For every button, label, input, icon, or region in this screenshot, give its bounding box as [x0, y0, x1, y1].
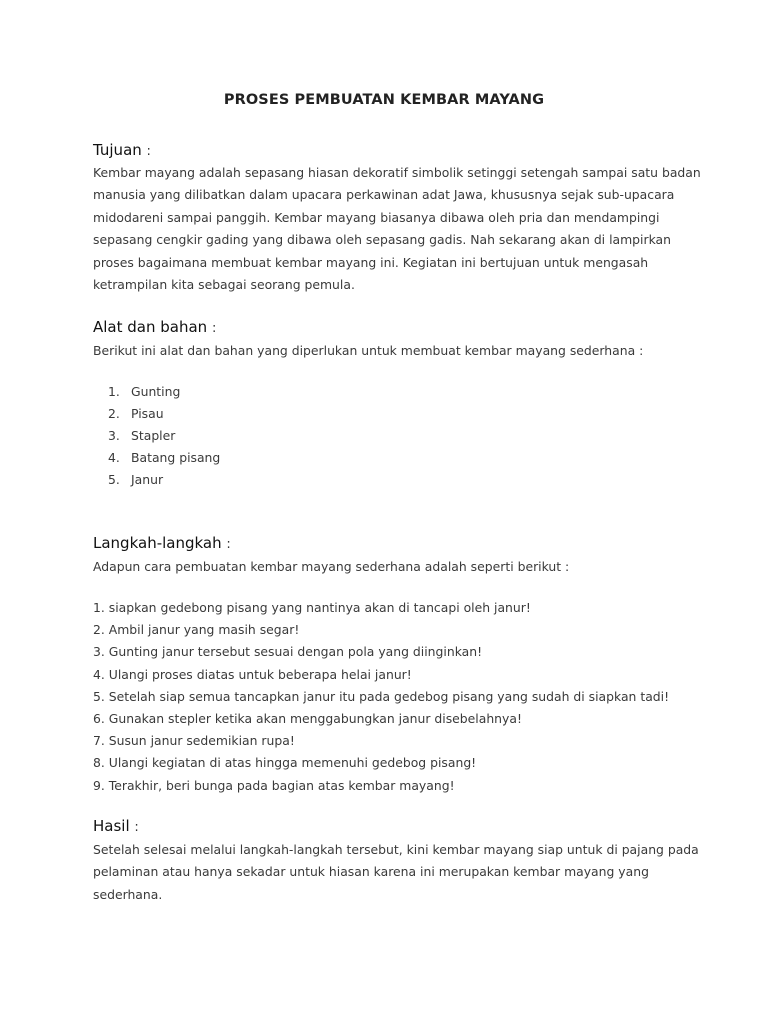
heading-tujuan [93, 141, 151, 159]
paragraph-line: Kembar mayang adalah sepasang hiasan dekoratif simbolik setinggi setengah sampai satu badan [93, 165, 701, 180]
step-item: 3. Gunting janur tersebut sesuai dengan pola yang diinginkan! [93, 644, 483, 660]
document-title: PROSES PEMBUATAN KEMBAR MAYANG [223, 92, 545, 108]
list-item-number: 4. [108, 450, 120, 465]
tools-list [93, 381, 220, 491]
heading-alat-dan-bahan [93, 318, 216, 336]
list-item-number: 5. [108, 472, 120, 487]
heading-langkah-colon: : [226, 537, 231, 552]
heading-langkah-text: Langkah-langkah [93, 534, 222, 552]
step-item: 4. Ulangi proses diatas untuk beberapa helai janur! [93, 666, 412, 682]
step-item: 5. Setelah siap semua tancapkan janur itu pada gedebog pisang yang sudah di siapkan tadi! [93, 688, 670, 704]
step-item: 1. siapkan gedebong pisang yang nantinya akan di tancapi oleh janur! [93, 600, 531, 615]
paragraph-line: sederhana. [93, 886, 163, 902]
paragraph-line: Adapun cara pembuatan kembar mayang sederhana adalah seperti berikut : [93, 559, 570, 574]
heading-tujuan-colon: : [146, 144, 151, 159]
paragraph-line: proses bagaimana membuat kembar mayang ini. Kegiatan ini bertujuan untuk mengasah [93, 254, 649, 270]
paragraph-line: manusia yang dilibatkan dalam upacara perkawinan adat Jawa, khususnya sejak sub-upacara [93, 187, 675, 203]
step-item: 8. Ulangi kegiatan di atas hingga memenuhi gedebog pisang! [93, 755, 477, 771]
list-item [93, 425, 220, 447]
paragraph-line: Setelah selesai melalui langkah-langkah tersebut, kini kembar mayang siap untuk di pajang pada [93, 842, 699, 857]
heading-alat-text: Alat dan bahan [93, 318, 208, 336]
paragraph-alat-intro [93, 340, 683, 362]
heading-hasil-colon: : [134, 820, 139, 835]
list-item-text: Janur [131, 472, 164, 487]
paragraph-line: midodareni sampai panggih. Kembar mayang biasanya dibawa oleh pria dan mendampingi [93, 209, 660, 225]
heading-hasil [93, 817, 139, 835]
step-item: 2. Ambil janur yang masih segar! [93, 622, 300, 638]
list-item-text: Gunting [131, 384, 181, 399]
paragraph-line: pelaminan atau hanya sekadar untuk hiasan karena ini merupakan kembar mayang yang [93, 864, 649, 880]
step-item: 9. Terakhir, beri bunga pada bagian atas kembar mayang! [93, 777, 455, 793]
step-item: 6. Gunakan stepler ketika akan menggabungkan janur disebelahnya! [93, 711, 522, 727]
paragraph-hasil [93, 839, 699, 906]
list-item [93, 403, 220, 425]
heading-langkah-langkah [93, 534, 231, 552]
heading-hasil-text: Hasil [93, 817, 130, 835]
list-item-number: 3. [108, 428, 120, 443]
paragraph-tujuan [93, 162, 701, 296]
heading-alat-colon: : [211, 321, 217, 336]
paragraph-line: sepasang cengkir gading yang dibawa oleh sepasang gadis. Nah sekarang akan di lampirkan [93, 232, 671, 248]
heading-tujuan-text: Tujuan [93, 141, 142, 159]
list-item [93, 381, 220, 403]
paragraph-line: ketrampilan kita sebagai seorang pemula. [93, 277, 355, 293]
step-item: 7. Susun janur sedemikian rupa! [93, 733, 295, 749]
list-item-text: Batang pisang [131, 450, 221, 465]
list-item-number: 1. [108, 384, 120, 399]
list-item [93, 447, 220, 469]
list-item-number: 2. [108, 406, 120, 421]
list-item-text: Stapler [131, 428, 176, 443]
list-item [93, 469, 220, 491]
list-item-text: Pisau [131, 406, 164, 421]
paragraph-langkah-intro [93, 556, 683, 578]
steps-list [93, 597, 669, 797]
paragraph-line: Berikut ini alat dan bahan yang diperlukan untuk membuat kembar mayang sederhana : [93, 343, 644, 358]
